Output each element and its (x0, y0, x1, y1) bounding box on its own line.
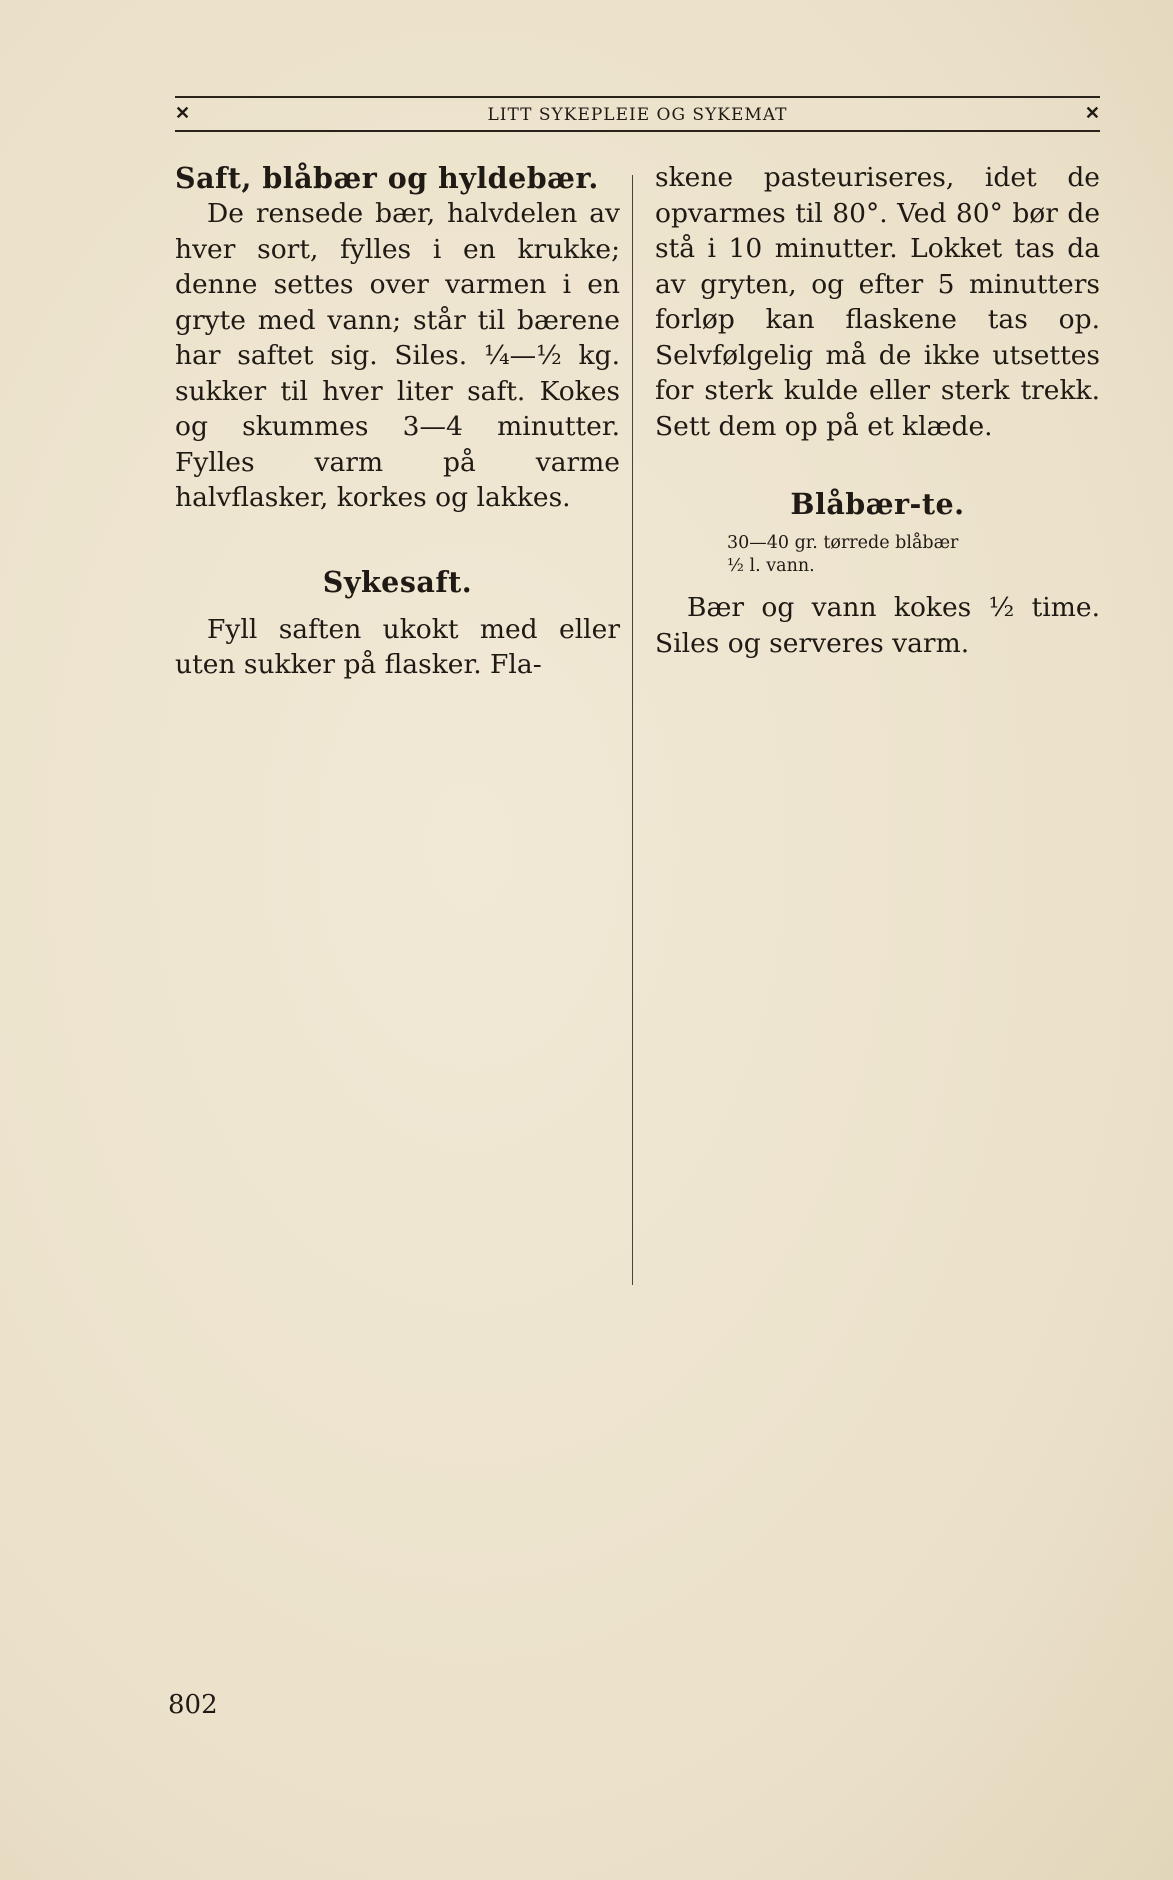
ingredient-list (727, 532, 1100, 578)
ornament-left-icon: ✕ (175, 103, 191, 124)
ornament-right-icon: ✕ (1084, 103, 1100, 124)
ingredient-item: 30—40 gr. tørrede blåbær (727, 533, 959, 553)
recipe-text-continuation: skene pasteuriseres, idet de opvarmes til 80°. Ved 80° bør de stå i 10 minutter. Lokket tas da av gryten, og efter 5 minutters forløp kan flaskene tas op. Selvfølgelig må de ikke utsettes for sterk kulde eller sterk trekk. Sett dem op på et klæde. (655, 162, 1100, 442)
running-header-title: LITT SYKEPLEIE OG SYKEMAT (487, 105, 788, 125)
ingredient-item: ½ l. vann. (727, 556, 815, 576)
recipe-title-sykesaft: Sykesaft. (322, 564, 473, 599)
recipe-text-saft: De rensede bær, halvdelen av hver sort, fylles i en krukke; denne settes over varmen i en gryte med vann; står til bærene har saftet sig. Siles. ¼—½ kg. sukker til hver liter saft. Kokes og skummes 3—4 minutter. Fylles varm på varme halvflasker, korkes og lakkes. (175, 198, 620, 513)
recipe-title-saft: Saft, blåbær og hyldebær. (175, 161, 599, 195)
right-column (655, 160, 1100, 661)
left-column (175, 160, 620, 683)
recipe-text-blabaer-te: Bær og vann kokes ½ time. Siles og serveres varm. (655, 592, 1100, 659)
recipe-text-sykesaft: Fyll saften ukokt med eller uten sukker på flasker. Fla- (175, 613, 620, 680)
header-rule-top (175, 96, 1100, 98)
running-header (175, 96, 1100, 132)
column-divider (632, 175, 633, 1285)
page-number: 802 (168, 1690, 218, 1720)
header-rule-bottom (175, 130, 1100, 132)
recipe-title-blabaer-te: Blåbær-te. (790, 487, 965, 521)
